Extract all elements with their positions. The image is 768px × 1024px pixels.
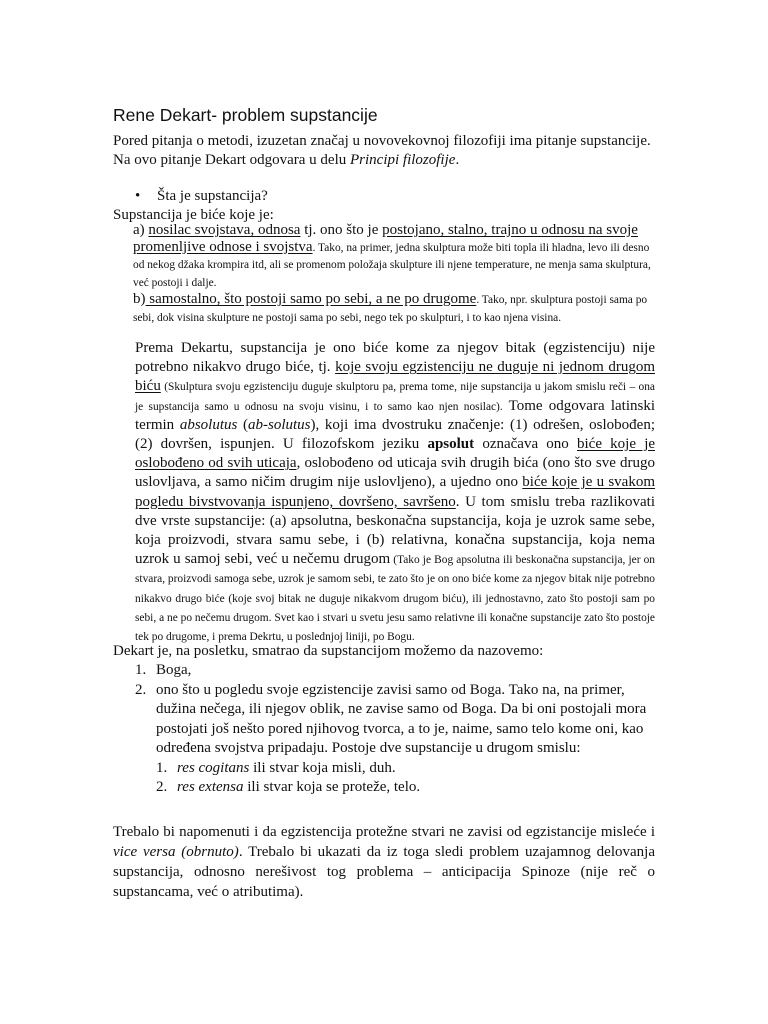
main-text-1: Prema Dekartu, supstancija je ono biće kome za njegov bitak (egzistenciju) nije potrebno nikakvo drugo biće, tj. (135, 340, 655, 376)
definition-a-explanation: postojano, stalno, trajno u odnosu na svoje promenljive odnose i svojstva (133, 222, 638, 255)
closing-paragraph (113, 822, 655, 902)
definitions (133, 222, 658, 326)
main-text-7: . U tom smislu treba razlikovati dve vrste supstancije: (a) apsolutna, beskonačna supstancija, koja je uzrok same sebe, koja proizvodi, stvara samu sebe, i (b) relativna, konačna supstancija, koja nema uzrok u samoj sebi, već u nečemu drugom (135, 493, 655, 568)
definition-intro: Supstancija je biće koje je: (113, 207, 274, 223)
list-item-text: Boga, (156, 662, 192, 678)
main-underline-2: biće koje je oslobođeno od svih uticaja (135, 436, 656, 472)
definition-b (133, 291, 658, 326)
definition-b-term: samostalno, što postoji samo po sebi, a ne po drugome (145, 291, 477, 307)
definition-a-note: . Tako, na primer, jedna skulptura može biti topla ili hladna, levo ili desno od nekog džaka krompira itd, ali se promenom položaja skulpture ili njene temperature, ne menja sama skulptura, već postoji i dalje. (133, 241, 651, 289)
main-text-2: Tome odgovara latinski termin (135, 397, 655, 433)
list-item-text: ono što u pogledu svoje egzistencije zavisi samo od Boga. Tako na, na primer, dužina nečega, ili njegov oblik, ne zavise samo od Boga. Da bi oni postojali mora postojati još nešto pored njihovog tvorca, a to je, naime, samo telo kome oni, kao određena svojstva pripadaju. Postoje dve supstancije u drugom smislu: (156, 681, 647, 756)
substance-list (135, 661, 655, 798)
intro-end: . (455, 152, 460, 168)
dekart-line: Dekart je, na posletku, smatrao da supstancijom možemo da nazovemo: (113, 643, 544, 659)
sub-list-item (156, 778, 655, 798)
closing-text-1: Trebalo bi napomenuti i da egzistencija protežne stvari ne zavisi od egzistancije misleće i (113, 824, 655, 840)
main-note-2: (Tako je Bog apsolutna ili beskonačna supstancija, jer on stvara, proizvodi samoga sebe, uzrok je samom sebi, te zato što je on ono biće kome za njegov bitak nije potrebno nikakvo drugo biće (koje svoj bitak ne duguje nikakvom drugom biću), ili jednostavno, zato što postoji sam po sebi, a ne po nečemu drugom. Svet kao i stvari u svetu jesu samo relativne ili konačne supstancije zato što postoje tek po drugome, i prema Dekrtu, u poslednjoj liniji, po Bogu. (135, 554, 655, 644)
definition-a-mid: tj. ono što je (300, 222, 383, 238)
main-paragraph (135, 339, 655, 646)
book-title: Principi filozofije (350, 152, 456, 168)
list-number: 1. (135, 662, 147, 678)
sub-list-item (156, 759, 655, 779)
main-underline-3: biće koje je u svakom pogledu bivstvovanja ispunjeno, dovršeno, savršeno (135, 474, 656, 510)
main-text-3: ( (237, 416, 248, 433)
latin-term: absolutus (179, 416, 238, 433)
sub-list-number: 2. (156, 779, 168, 795)
closing-text-2: . Trebalo bi ukazati da iz toga sledi problem uzajamnog delovanja supstancija, odnosno nerešivost tog problema – anticipacija Spinoze (nije reč o supstancama, već o atributima). (113, 844, 655, 900)
definition-a (133, 222, 658, 291)
list-number: 2. (135, 681, 147, 698)
sub-list-number: 1. (156, 759, 168, 776)
definition-b-marker: b) (133, 291, 146, 307)
intro-paragraph (113, 132, 658, 170)
sub-list-term: res extensa (177, 779, 244, 795)
list-item (135, 681, 655, 798)
sub-list (156, 759, 655, 798)
main-text-6: , oslobođeno od uticaja svih drugih bića (ono što sve drugo uslovljava, a samo ničim drugim nije uslovljeno), a ujedno ono (135, 455, 655, 491)
closing-italic: vice versa (obrnuto) (113, 844, 239, 860)
definition-a-marker: a) (133, 222, 149, 238)
bullet-dot-icon: • (135, 188, 141, 204)
bullet-question (135, 187, 268, 206)
latin-term-split: ab-solutus (247, 416, 311, 433)
main-note-1: (Skulptura svoju egzistenciju duguje skulptoru pa, prema tome, nije supstancija u jakom smislu reči – ona je supstancija samo u odnosu na svoju visinu, i to samo kao njen nosilac). (135, 381, 655, 413)
bullet-text: Šta je supstancija? (157, 188, 268, 204)
intro-text: Pored pitanja o metodi, izuzetan značaj u novovekovnoj filozofiji ima pitanje supstancije. Na ovo pitanje Dekart odgovara u delu (113, 133, 651, 168)
main-text-5: označava ono (474, 436, 577, 453)
definition-b-note: . Tako, npr. skulptura postoji sama po sebi, dok visina skulpture ne postoji sama po sebi, nego tek po skulpturi, i to kao njena visina. (133, 294, 648, 324)
bold-term: apsolut (427, 436, 475, 453)
list-item (135, 661, 655, 681)
main-underline-1: koje svoju egzistenciju ne duguje ni jednom drugom biću (135, 359, 655, 395)
definition-a-term: nosilac svojstava, odnosa (148, 222, 301, 238)
main-text-4: ), koji ima dvostruku značenje: (1) odrešen, oslobođen; (2) dovršen, ispunjen. U filozofskom jeziku (135, 416, 655, 453)
document-title: Rene Dekart- problem supstancije (113, 105, 378, 125)
sub-list-text: ili stvar koja misli, duh. (249, 759, 396, 776)
sub-list-text: ili stvar koja se proteže, telo. (243, 779, 421, 795)
sub-list-term: res cogitans (177, 759, 250, 776)
